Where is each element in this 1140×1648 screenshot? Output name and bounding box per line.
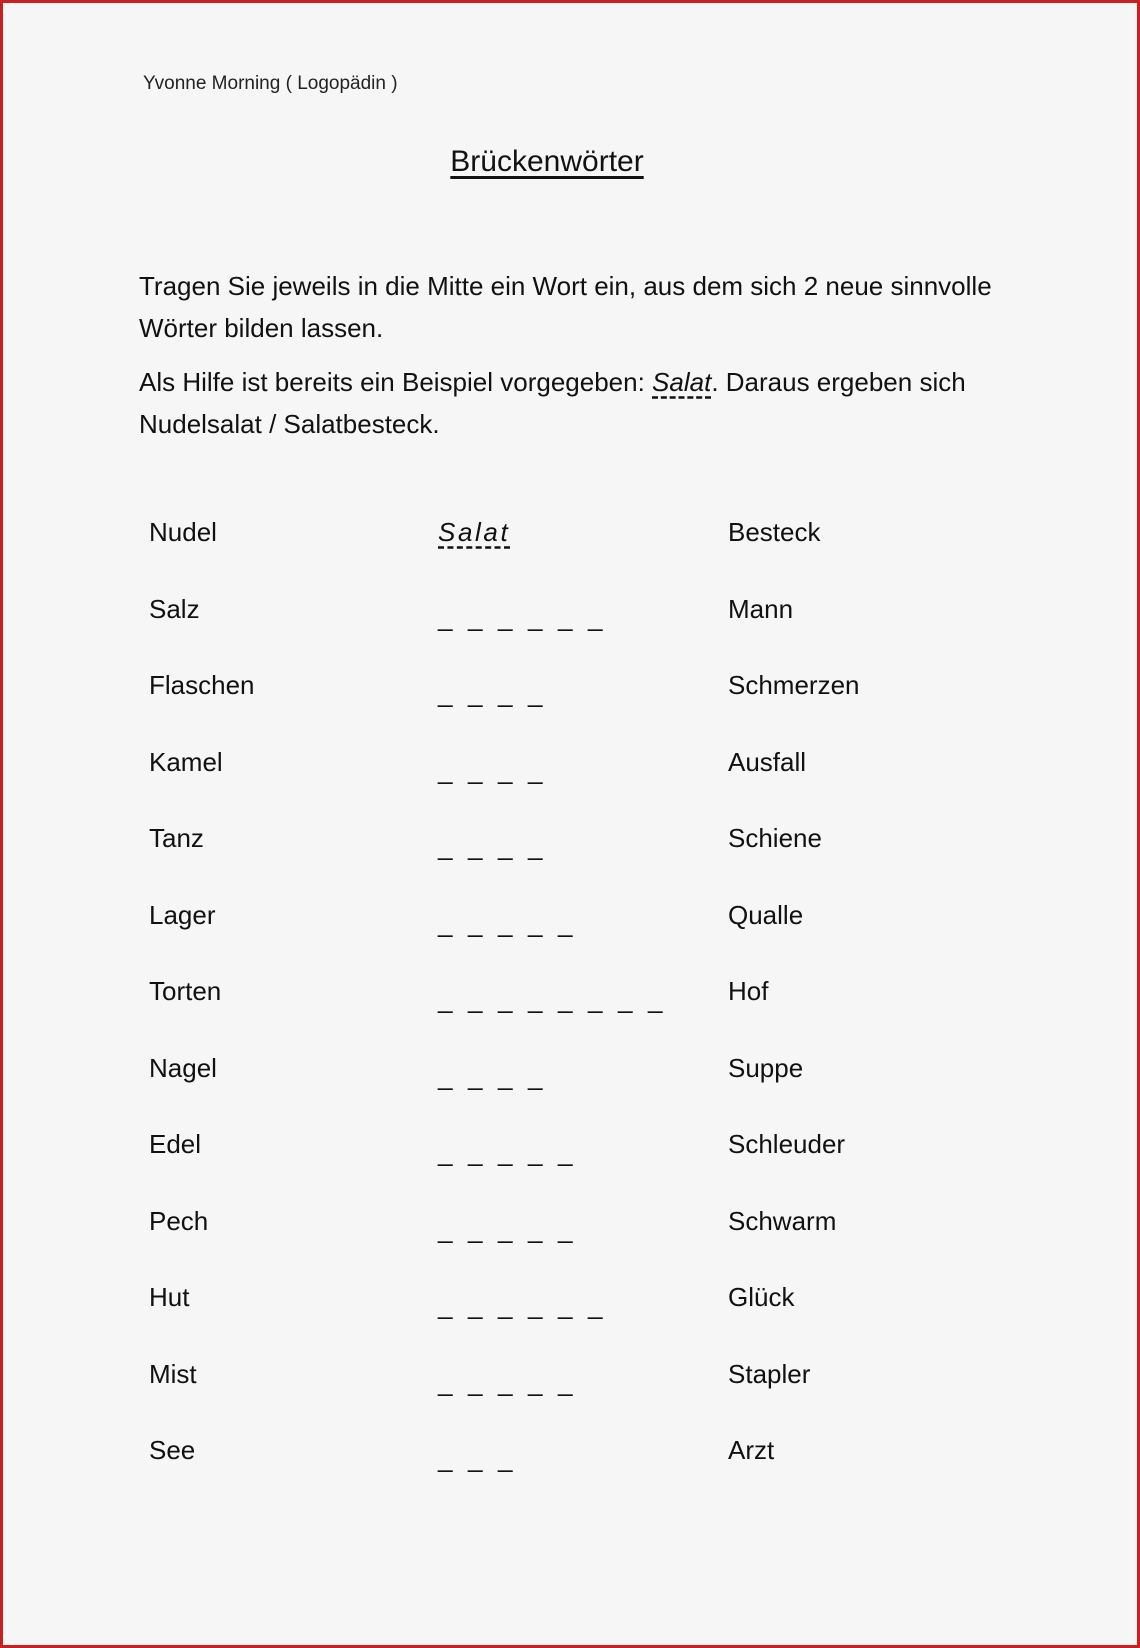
- answer-blank[interactable]: _ _ _ _ _ _ _ _: [438, 984, 667, 1014]
- right-word: Mann: [728, 593, 794, 624]
- word-row: [3, 1435, 1140, 1512]
- left-word: Lager: [149, 899, 216, 930]
- right-word: Schmerzen: [728, 670, 860, 700]
- word-row: [3, 1206, 1140, 1283]
- left-word: Flaschen: [149, 670, 255, 700]
- page-title: Brückenwörter: [450, 145, 644, 178]
- word-row: [3, 1282, 1140, 1359]
- word-row: [3, 823, 1140, 900]
- word-row: [3, 976, 1140, 1053]
- word-row: [3, 1129, 1140, 1206]
- left-word: Tanz: [149, 823, 204, 853]
- word-row: [3, 1053, 1140, 1130]
- right-word: Schiene: [728, 823, 822, 853]
- answer-blank[interactable]: _ _ _: [438, 1443, 517, 1473]
- right-word: Arzt: [728, 1435, 775, 1465]
- left-word: Salz: [149, 593, 200, 624]
- left-word: Nudel: [149, 517, 217, 547]
- right-word: Hof: [728, 976, 769, 1006]
- word-row: [3, 594, 1140, 671]
- answer-blank[interactable]: _ _ _ _: [438, 1060, 547, 1091]
- left-word: Edel: [149, 1129, 202, 1159]
- bridge-word-table: [3, 517, 1140, 1512]
- instruction-text-2-before: Als Hilfe ist bereits ein Beispiel vorgegeben:: [139, 367, 653, 397]
- word-row: [3, 1359, 1140, 1436]
- word-row: [3, 517, 1140, 594]
- answer-blank[interactable]: _ _ _ _: [438, 831, 547, 861]
- right-word: Glück: [728, 1282, 795, 1312]
- right-word: Qualle: [728, 899, 804, 930]
- example-word: Salat: [652, 367, 712, 397]
- instruction-text-2: [139, 361, 999, 445]
- right-word: Schleuder: [728, 1129, 846, 1159]
- left-word: See: [149, 1435, 196, 1465]
- left-word: Pech: [149, 1205, 209, 1236]
- answer-blank[interactable]: _ _ _ _ _: [438, 1366, 577, 1397]
- left-word: Kamel: [149, 746, 223, 777]
- answer-blank[interactable]: _ _ _ _ _ _: [438, 1290, 607, 1320]
- left-word: Nagel: [149, 1052, 217, 1083]
- left-word: Hut: [149, 1282, 190, 1312]
- right-word: Suppe: [728, 1052, 804, 1083]
- answer-blank[interactable]: _ _ _ _ _: [438, 907, 577, 938]
- instructions: [139, 265, 999, 457]
- answer-blank[interactable]: _ _ _ _: [438, 754, 547, 785]
- right-word: Schwarm: [728, 1205, 837, 1236]
- answer-blank[interactable]: _ _ _ _: [438, 678, 547, 708]
- right-word: Stapler: [728, 1358, 811, 1389]
- instruction-text-1: Tragen Sie jeweils in die Mitte ein Wort ein, aus dem sich 2 neue sinnvolle Wörter bilden lassen.: [139, 271, 992, 343]
- answer-blank[interactable]: _ _ _ _ _: [438, 1213, 577, 1244]
- instruction-text-2-after: . Daraus ergeben sich Nudelsalat / Salatbesteck.: [139, 367, 966, 439]
- answer-blank[interactable]: _ _ _ _ _ _: [438, 601, 607, 632]
- word-row: [3, 900, 1140, 977]
- answer-blank[interactable]: _ _ _ _ _: [438, 1137, 577, 1167]
- example-answer: Salat: [438, 517, 511, 547]
- author-line: Yvonne Morning ( Logopädin ): [143, 73, 398, 94]
- word-row: [3, 670, 1140, 747]
- left-word: Torten: [149, 976, 222, 1006]
- word-row: [3, 747, 1140, 824]
- right-word: Besteck: [728, 517, 821, 547]
- left-word: Mist: [149, 1358, 197, 1389]
- right-word: Ausfall: [728, 746, 807, 777]
